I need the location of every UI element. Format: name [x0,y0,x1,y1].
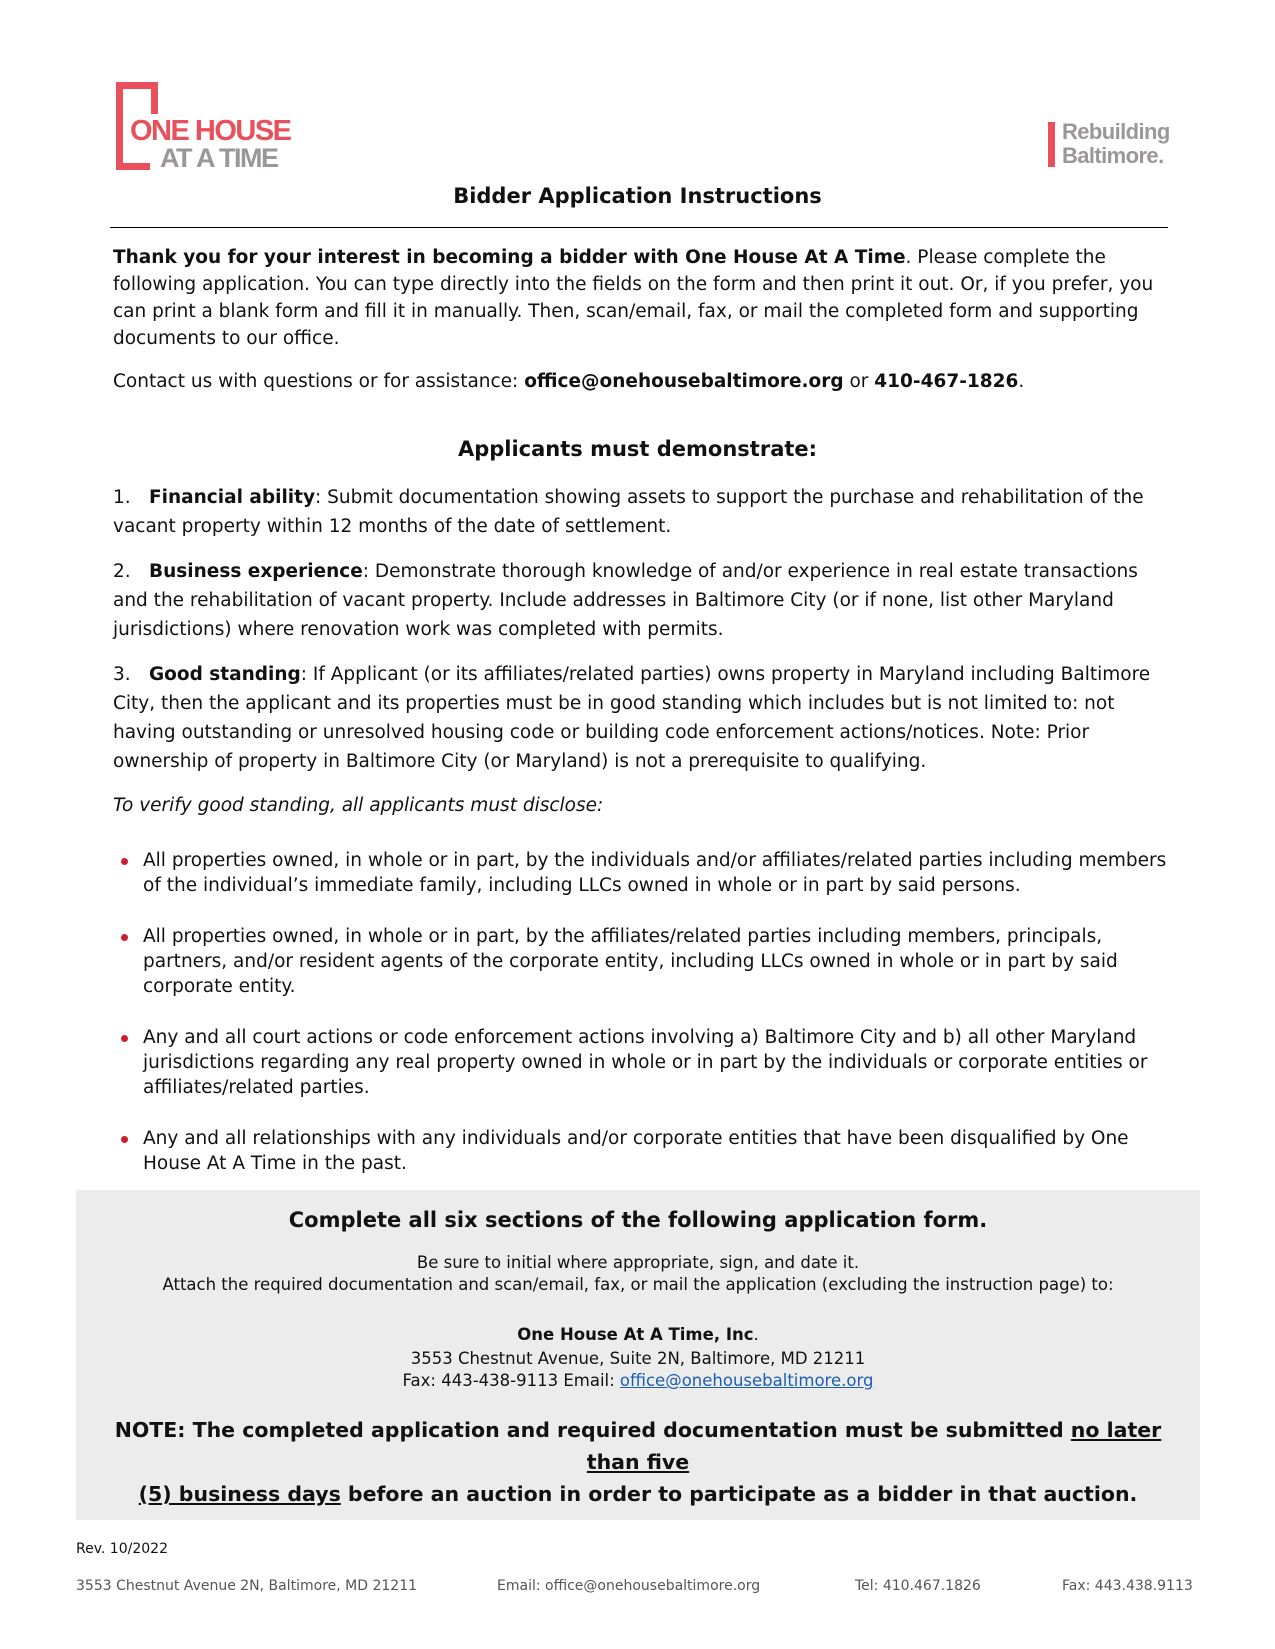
intro-paragraph [113,244,1163,352]
one-house-logo [116,80,291,176]
verify-heading: To verify good standing, all applicants must disclose: [113,795,604,816]
fax-label: Fax: 443-438-9113 Email: [402,1371,620,1390]
list-item [113,1025,1173,1100]
revision-date: Rev. 10/2022 [76,1541,168,1557]
footer-address: 3553 Chestnut Avenue 2N, Baltimore, MD 21211 [76,1578,418,1594]
item-number: 2. [113,561,131,582]
bullet-icon [121,1136,128,1143]
deadline-note [106,1414,1170,1510]
box-heading: Complete all six sections of the following application form. [288,1208,988,1232]
logo-line-1: ONE HOUSE [130,115,291,147]
contact-prefix: Contact us with questions or for assistance: [113,371,525,392]
item-number: 3. [113,664,131,685]
intro-text: . Please complete the following application. You can type directly into the fields on the form and then print it out. Or, if you prefer, you can print a blank form and fill it in manually. Then, scan/email, fax, or mail the completed form and supporting documents to our office. [113,247,1154,349]
box-fax-email [76,1370,1200,1392]
logo-bracket-vert [151,82,158,114]
requirement-item [113,660,1163,776]
contact-email[interactable]: office@onehousebaltimore.org [524,371,844,392]
note-underline-2: (5) business days [138,1482,341,1506]
item-text: : If Applicant (or its affiliates/related parties) owns property in Maryland including Baltimore City, then the applicant and its properties must be in good standing which includes but is not limited to: not having outstanding or unresolved housing code or building code enforcement actions/notices. Note: Prior ownership of property in Baltimore City (or Maryland) is not a prerequisite to qualifying. [113,664,1151,772]
box-org [76,1324,1200,1346]
list-item-text: Any and all court actions or code enforcement actions involving a) Baltimore City and b) all other Maryland jurisdictions regarding any real property owned in whole or in part by the individuals or corporate entities or affiliates/related parties. [143,1027,1148,1098]
list-item-text: Any and all relationships with any individuals and/or corporate entities that have been disqualified by One House At A Time in the past. [143,1128,1129,1174]
contact-end: . [1018,371,1025,392]
list-item-text: All properties owned, in whole or in part, by the individuals and/or affiliates/related parties including members of the individual’s immediate family, including LLCs owned in whole or in part by said persons. [143,850,1167,896]
disclosure-list [113,848,1173,1202]
logo-accent-bar [1048,122,1055,167]
requirement-item [113,557,1163,644]
box-address: 3553 Chestnut Avenue, Suite 2N, Baltimore, MD 21211 [410,1349,866,1368]
list-item [113,1126,1173,1176]
item-text: : Demonstrate thorough knowledge of and/or experience in real estate transactions and the rehabilitation of vacant property. Include addresses in Baltimore City (or if none, list other Maryland jurisdictions) where renovation work was completed with permits. [113,561,1138,640]
intro-bold: Thank you for your interest in becoming a bidder with One House At A Time [113,247,906,268]
note-start: NOTE: The completed application and required documentation must be submitted [114,1418,1071,1442]
footer-email: Email: office@onehousebaltimore.org [497,1578,761,1594]
submission-box [76,1190,1200,1520]
note-underline-1: no later than five [586,1418,1162,1474]
list-item-text: All properties owned, in whole or in part, by the affiliates/related parties including members, principals, partners, and/or resident agents of the corporate entity, including LLCs owned in whole or in part by said corporate entity. [143,926,1118,997]
logo-right-line-2: Baltimore. [1062,143,1164,168]
list-item [113,848,1173,898]
demonstrate-heading: Applicants must demonstrate: [457,437,818,461]
box-line-1: Be sure to initial where appropriate, sign, and date it. [416,1253,860,1272]
footer-fax: Fax: 443.438.9113 [1062,1578,1193,1594]
title-divider [110,227,1168,228]
item-text: : Submit documentation showing assets to support the purchase and rehabilitation of the vacant property within 12 months of the date of settlement. [113,487,1144,537]
box-line-2: Attach the required documentation and scan/email, fax, or mail the application (excluding the instruction page) to: [162,1275,1114,1294]
contact-line [113,368,1163,395]
email-link[interactable]: office@onehousebaltimore.org [619,1371,874,1390]
item-label: Good standing [149,664,301,685]
requirement-item [113,483,1163,541]
page-title: Bidder Application Instructions [453,184,822,208]
contact-or: or [843,371,875,392]
logo-line-2: AT A TIME [160,143,278,173]
footer-tel: Tel: 410.467.1826 [855,1578,981,1594]
bullet-icon [121,858,128,865]
item-number: 1. [113,487,131,508]
list-item [113,924,1173,999]
rebuilding-baltimore-logo [1048,120,1178,170]
item-label: Business experience [149,561,363,582]
bullet-icon [121,1035,128,1042]
org-end: . [753,1325,759,1344]
bullet-icon [121,934,128,941]
note-end: before an auction in order to participate as a bidder in that auction. [340,1482,1138,1506]
contact-phone: 410-467-1826 [874,371,1019,392]
org-name: One House At A Time, Inc [517,1325,754,1344]
logo-right-line-1: Rebuilding [1062,119,1170,144]
item-label: Financial ability [149,487,316,508]
